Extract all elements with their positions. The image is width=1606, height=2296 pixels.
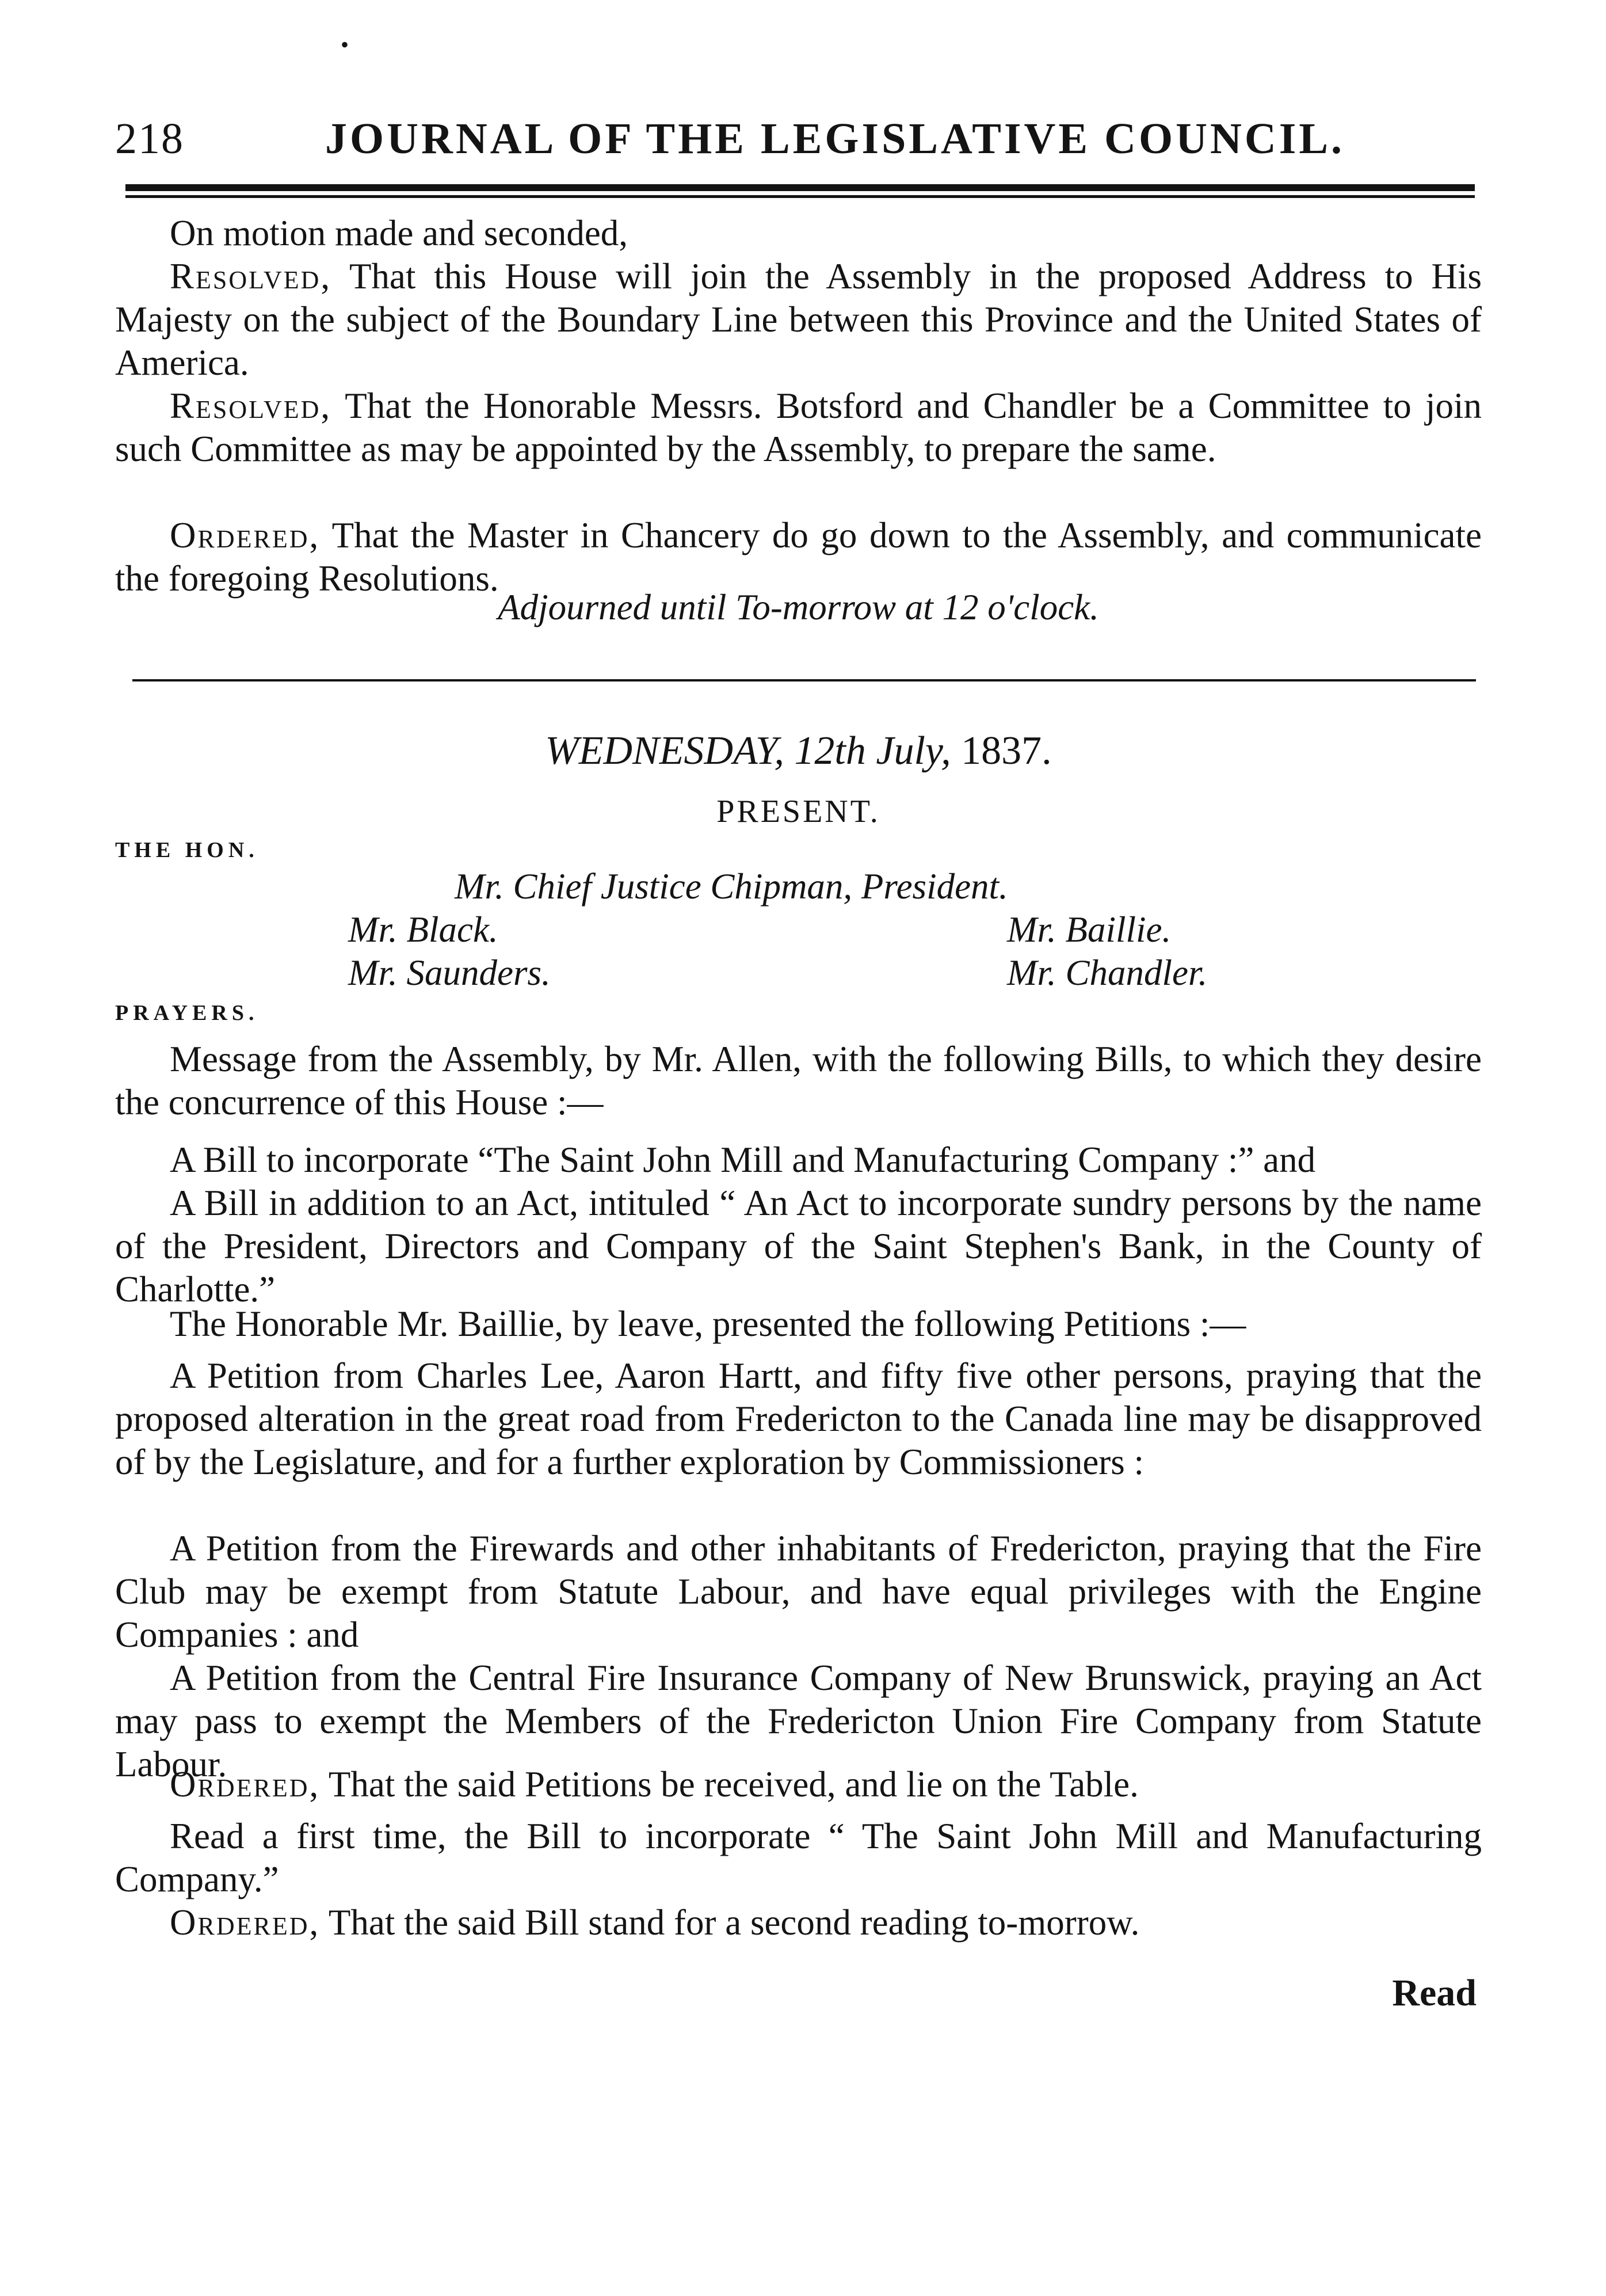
resolution-committee (115, 384, 1482, 471)
ordered-text: That the said Petitions be received, and lie on the Table. (328, 1764, 1139, 1804)
petition-central-fire-insurance: A Petition from the Central Fire Insurance Company of New Brunswick, praying an Act may pass to exempt the Members of the Fredericton Union Fire Company from Statute Labour. (115, 1658, 1482, 1784)
ordered-text: That the Master in Chancery do go down to the Assembly, and communicate the foregoing Resolutions. (115, 515, 1482, 599)
bill-saint-stephens-bank: A Bill in addition to an Act, intituled “ An Act to incorporate sundry persons by the name of the President, Directors and Company of the Saint Stephen's Bank, in the County of Charlotte.” (115, 1183, 1482, 1309)
order-petitions-received (115, 1763, 1482, 1806)
bill-saint-john-mill: A Bill to incorporate “The Saint John Mill and Manufacturing Company :” and (170, 1140, 1316, 1180)
catchword: Read (1392, 1972, 1477, 2014)
ordered-text: That the said Bill stand for a second reading to-morrow. (328, 1902, 1140, 1943)
resolved-text: That the Honorable Messrs. Botsford and Chandler be a Committee to join such Committee as may be appointed by the Assembly, to prepare the same. (115, 386, 1482, 469)
page-title: JOURNAL OF THE LEGISLATIVE COUNCIL. (325, 115, 1345, 163)
year: 1837. (961, 729, 1052, 773)
ordered-lead: Ordered, (170, 515, 321, 555)
header-double-rule (125, 184, 1475, 198)
running-head (115, 114, 1482, 172)
day-date: 12th July, (794, 729, 951, 773)
baillie-petitions-intro: The Honorable Mr. Baillie, by leave, presented the following Petitions :— (170, 1304, 1246, 1344)
ordered-lead: Ordered, (170, 1764, 321, 1804)
the-hon-label: THE HON. (115, 838, 259, 862)
member-saunders: Mr. Saunders. (348, 953, 551, 993)
page-number: 218 (115, 115, 184, 163)
section-divider-rule (132, 679, 1476, 681)
adjournment-note: Adjourned until To-morrow at 12 o'clock. (498, 587, 1099, 627)
order-second-reading (115, 1901, 1482, 1944)
resolved-lead: Resolved, (170, 256, 332, 296)
sitting-date-heading (115, 728, 1482, 774)
motion-line: On motion made and seconded, (170, 213, 628, 253)
assembly-message: Message from the Assembly, by Mr. Allen, with the following Bills, to which they desire the concurrence of this House :— (115, 1039, 1482, 1122)
ordered-lead: Ordered, (170, 1902, 321, 1943)
stray-ink-mark: • (341, 32, 349, 58)
petition-charles-lee: A Petition from Charles Lee, Aaron Hartt, and fifty five other persons, praying that the proposed alteration in the great road from Fredericton to the Canada line may be disapproved of by the Legislature, and for a further exploration by Commissioners : (115, 1355, 1482, 1482)
member-chandler: Mr. Chandler. (1007, 953, 1208, 993)
resolved-lead: Resolved, (170, 386, 332, 426)
first-reading-note: Read a first time, the Bill to incorporate “ The Saint John Mill and Manufacturing Company.” (115, 1816, 1482, 1899)
member-president: Mr. Chief Justice Chipman, President. (455, 866, 1008, 907)
resolved-text: That this House will join the Assembly in the proposed Address to His Majesty on the subject of the Boundary Line between this Province and the United States of America. (115, 256, 1482, 383)
day-name: WEDNESDAY, (545, 729, 784, 773)
petition-firewards: A Petition from the Firewards and other inhabitants of Fredericton, praying that the Fire Club may be exempt from Statute Labour, and have equal privileges with the Engine Companies : and (115, 1528, 1482, 1655)
prayers-label: PRAYERS. (115, 1001, 259, 1025)
resolution-boundary-address (115, 255, 1482, 384)
member-baillie: Mr. Baillie. (1007, 909, 1172, 950)
member-black: Mr. Black. (348, 909, 498, 950)
present-heading: PRESENT. (716, 794, 880, 829)
